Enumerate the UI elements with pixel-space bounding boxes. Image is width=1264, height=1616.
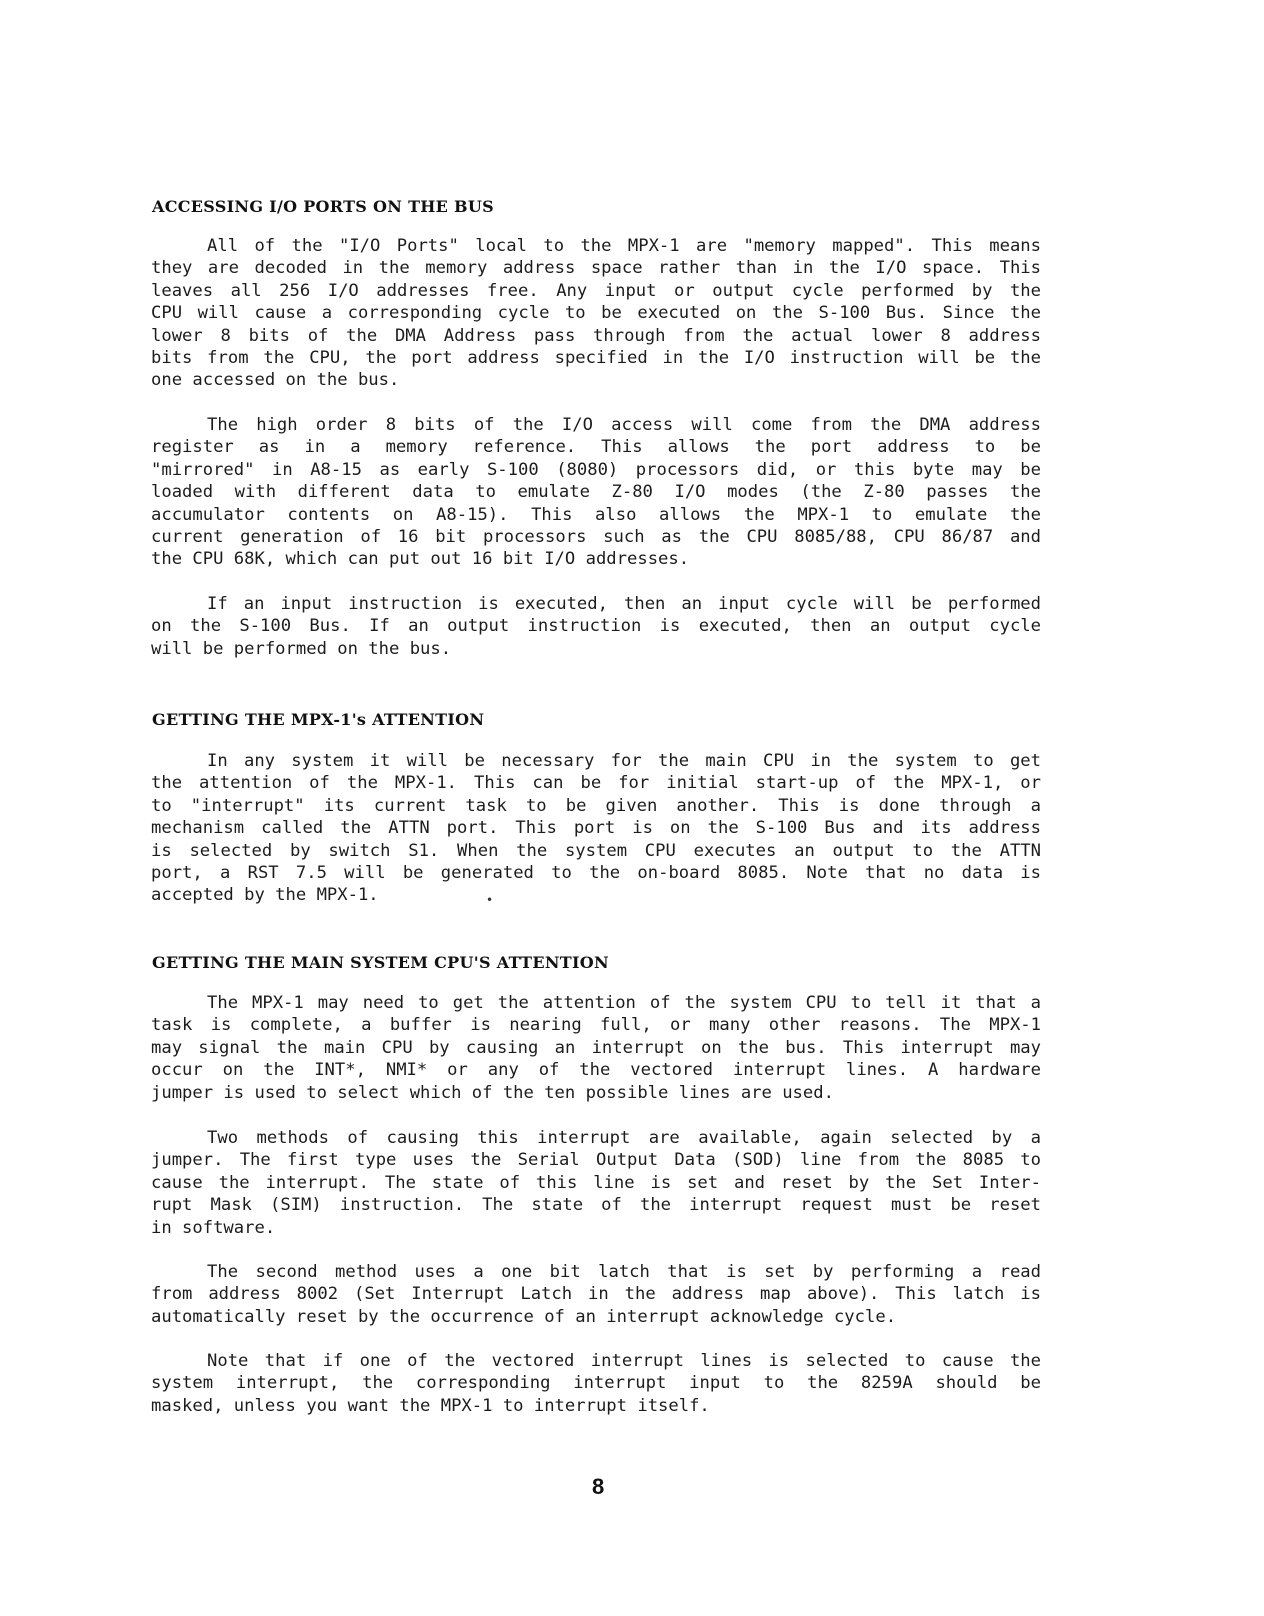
paragraph-line: jumper. The first type uses the Serial Output Data (SOD) line from the 8085 to [151,1150,1041,1171]
paragraph-vectored-note [151,1350,1041,1417]
paragraph-attn-port [151,750,1041,907]
paragraph-line: one accessed on the bus. [151,370,400,391]
paragraph-line: mechanism called the ATTN port. This port is on the S-100 Bus and its address [151,818,1041,839]
paragraph-line: Note that if one of the vectored interrupt lines is selected to cause the [207,1351,1041,1371]
paragraph-line: CPU will cause a corresponding cycle to be executed on the S-100 Bus. Since the [151,303,1041,324]
paragraph-line: lower 8 bits of the DMA Address pass through from the actual lower 8 address [151,325,1041,346]
paragraph-line: task is complete, a buffer is nearing full, or many other reasons. The MPX-1 [151,1015,1041,1036]
paragraph-line: All of the "I/O Ports" local to the MPX-1 are "memory mapped". This means [207,236,1041,256]
paragraph-line: will be performed on the bus. [151,638,452,659]
paragraph-line: may signal the main CPU by causing an interrupt on the bus. This interrupt may [151,1037,1041,1058]
paragraph-line: cause the interrupt. The state of this line is set and reset by the Set Inter- [151,1172,1041,1193]
paragraph-line: The second method uses a one bit latch that is set by performing a read [207,1262,1041,1282]
paragraph-line: loaded with different data to emulate Z-80 I/O modes (the Z-80 passes the [151,482,1041,503]
heading-accessing-io-ports: ACCESSING I/O PORTS ON THE BUS [152,197,494,216]
paragraph-mpx-signal-cpu [151,992,1041,1104]
paragraph-line: bits from the CPU, the port address specified in the I/O instruction will be the [151,348,1041,369]
paragraph-high-order-bits [151,414,1041,571]
paragraph-input-output-cycle [151,593,1041,660]
paragraph-line: accepted by the MPX-1. [151,885,379,906]
paragraph-line: If an input instruction is executed, then an input cycle will be performed [207,594,1041,614]
paragraph-line: In any system it will be necessary for the main CPU in the system to get [207,751,1041,771]
scan-artifact-mark: • [486,893,494,907]
paragraph-second-method [151,1261,1041,1328]
paragraph-line: accumulator contents on A8-15). This also allows the MPX-1 to emulate the [151,504,1041,525]
heading-getting-main-cpu-attention: GETTING THE MAIN SYSTEM CPU'S ATTENTION [152,953,609,972]
paragraph-line: from address 8002 (Set Interrupt Latch in the address map above). This latch is [151,1284,1041,1305]
paragraph-line: is selected by switch S1. When the system CPU executes an output to the ATTN [151,840,1041,861]
paragraph-line: masked, unless you want the MPX-1 to interrupt itself. [151,1395,710,1416]
paragraph-line: "mirrored" in A8-15 as early S-100 (8080) processors did, or this byte may be [151,459,1041,480]
paragraph-line: the CPU 68K, which can put out 16 bit I/O addresses. [151,549,690,570]
paragraph-line: The MPX-1 may need to get the attention of the system CPU to tell it that a [207,993,1041,1013]
paragraph-line: system interrupt, the corresponding interrupt input to the 8259A should be [151,1373,1041,1394]
paragraph-io-memory-mapped [151,235,1041,392]
paragraph-line: to "interrupt" its current task to be given another. This is done through a [151,795,1041,816]
paragraph-line: current generation of 16 bit processors such as the CPU 8085/88, CPU 86/87 and [151,527,1041,548]
heading-getting-mpx-attention: GETTING THE MPX-1's ATTENTION [152,710,485,729]
paragraph-line: rupt Mask (SIM) instruction. The state of the interrupt request must be reset [151,1195,1041,1216]
paragraph-line: port, a RST 7.5 will be generated to the on-board 8085. Note that no data is [151,863,1041,884]
paragraph-line: on the S-100 Bus. If an output instruction is executed, then an output cycle [151,616,1041,637]
page-number: 8 [592,1474,605,1499]
paragraph-line: Two methods of causing this interrupt are available, again selected by a [207,1128,1041,1148]
paragraph-line: jumper is used to select which of the ten possible lines are used. [151,1082,834,1103]
paragraph-two-methods [151,1127,1041,1239]
paragraph-line: the attention of the MPX-1. This can be for initial start-up of the MPX-1, or [151,773,1041,794]
paragraph-line: in software. [151,1217,276,1238]
paragraph-line: register as in a memory reference. This allows the port address to be [151,437,1041,458]
paragraph-line: automatically reset by the occurrence of an interrupt acknowledge cycle. [151,1306,897,1327]
paragraph-line: they are decoded in the memory address space rather than in the I/O space. This [151,258,1041,279]
paragraph-line: occur on the INT*, NMI* or any of the vectored interrupt lines. A hardware [151,1060,1041,1081]
paragraph-line: leaves all 256 I/O addresses free. Any input or output cycle performed by the [151,280,1041,301]
paragraph-line: The high order 8 bits of the I/O access will come from the DMA address [207,415,1041,435]
